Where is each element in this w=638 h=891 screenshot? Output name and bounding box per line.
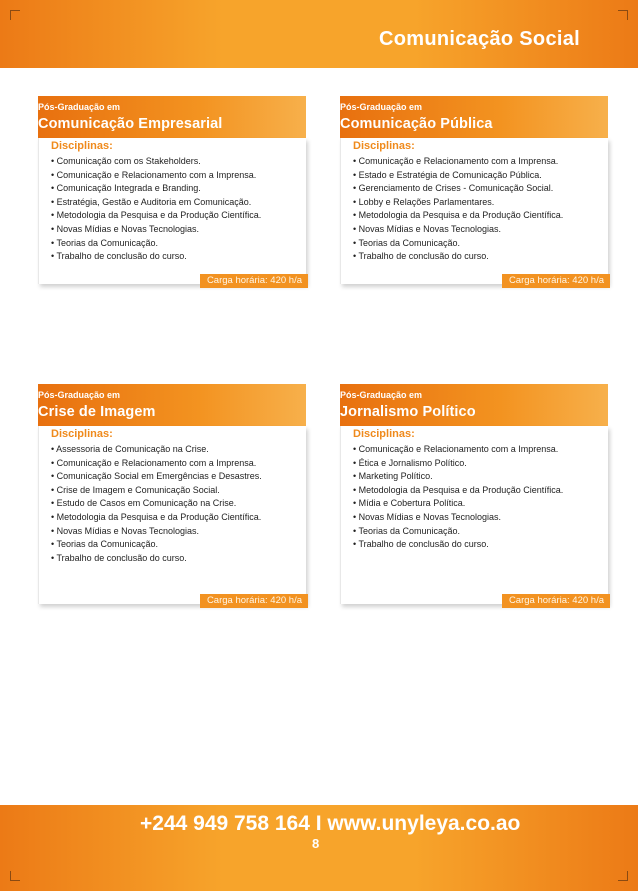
list-item: • Novas Mídias e Novas Tecnologias.: [353, 223, 600, 237]
list-item: • Trabalho de conclusão do curso.: [51, 552, 298, 566]
carga-horaria-badge: Carga horária: 420 h/a: [200, 274, 308, 288]
disciplinas-list: [353, 443, 600, 552]
list-item: • Comunicação e Relacionamento com a Imprensa.: [353, 443, 600, 457]
list-item: • Teorias da Comunicação.: [353, 525, 600, 539]
list-item: • Estratégia, Gestão e Auditoria em Comunicação.: [51, 196, 298, 210]
list-item: • Metodologia da Pesquisa e da Produção Científica.: [353, 209, 600, 223]
card-header: [340, 96, 608, 138]
list-item: • Metodologia da Pesquisa e da Produção Científica.: [353, 484, 600, 498]
list-item: • Comunicação com os Stakeholders.: [51, 155, 298, 169]
list-item: • Novas Mídias e Novas Tecnologias.: [51, 525, 298, 539]
card-header: [340, 384, 608, 426]
card-subtitle: Pós-Graduação em: [38, 102, 121, 112]
list-item: • Mídia e Cobertura Política.: [353, 497, 600, 511]
card-body: [38, 426, 306, 604]
card-subtitle: Pós-Graduação em: [38, 390, 121, 400]
crop-mark-bottom-left: [10, 871, 20, 881]
card-header: [38, 384, 306, 426]
page-number: 8: [312, 836, 320, 851]
card-title: Crise de Imagem: [38, 404, 156, 420]
list-item: • Teorias da Comunicação.: [353, 237, 600, 251]
list-item: • Ética e Jornalismo Político.: [353, 457, 600, 471]
disciplinas-list: [51, 443, 298, 565]
list-item: • Lobby e Relações Parlamentares.: [353, 196, 600, 210]
list-item: • Trabalho de conclusão do curso.: [51, 250, 298, 264]
card-subtitle: Pós-Graduação em: [340, 102, 423, 112]
list-item: • Comunicação e Relacionamento com a Imprensa.: [353, 155, 600, 169]
course-card-crise-de-imagem: [38, 384, 306, 604]
card-title: Jornalismo Político: [340, 404, 476, 420]
card-title: Comunicação Pública: [340, 116, 493, 132]
disciplinas-label: Disciplinas:: [51, 428, 113, 440]
carga-horaria-badge: Carga horária: 420 h/a: [200, 594, 308, 608]
card-body: [38, 138, 306, 284]
disciplinas-list: [353, 155, 600, 264]
disciplinas-label: Disciplinas:: [51, 140, 113, 152]
list-item: • Comunicação Social em Emergências e Desastres.: [51, 470, 298, 484]
list-item: • Teorias da Comunicação.: [51, 538, 298, 552]
card-subtitle: Pós-Graduação em: [340, 390, 423, 400]
course-card-comunicacao-empresarial: [38, 96, 306, 284]
list-item: • Comunicação e Relacionamento com a Imprensa.: [51, 169, 298, 183]
list-item: • Gerenciamento de Crises - Comunicação Social.: [353, 182, 600, 196]
list-item: • Estudo de Casos em Comunicação na Crise.: [51, 497, 298, 511]
list-item: • Novas Mídias e Novas Tecnologias.: [51, 223, 298, 237]
crop-mark-top-right: [618, 10, 628, 20]
list-item: • Trabalho de conclusão do curso.: [353, 538, 600, 552]
list-item: • Marketing Político.: [353, 470, 600, 484]
list-item: • Metodologia da Pesquisa e da Produção Científica.: [51, 209, 298, 223]
course-card-jornalismo-politico: [340, 384, 608, 604]
crop-mark-bottom-right: [618, 871, 628, 881]
list-item: • Comunicação Integrada e Branding.: [51, 182, 298, 196]
footer-contact: +244 949 758 164 I www.unyleya.co.ao: [140, 812, 521, 835]
carga-horaria-badge: Carga horária: 420 h/a: [502, 594, 610, 608]
disciplinas-list: [51, 155, 298, 264]
list-item: • Crise de Imagem e Comunicação Social.: [51, 484, 298, 498]
carga-horaria-badge: Carga horária: 420 h/a: [502, 274, 610, 288]
card-header: [38, 96, 306, 138]
disciplinas-label: Disciplinas:: [353, 140, 415, 152]
list-item: • Comunicação e Relacionamento com a Imprensa.: [51, 457, 298, 471]
list-item: • Novas Mídias e Novas Tecnologias.: [353, 511, 600, 525]
list-item: • Assessoria de Comunicação na Crise.: [51, 443, 298, 457]
list-item: • Metodologia da Pesquisa e da Produção Científica.: [51, 511, 298, 525]
course-card-comunicacao-publica: [340, 96, 608, 284]
card-title: Comunicação Empresarial: [38, 116, 223, 132]
card-body: [340, 426, 608, 604]
crop-mark-top-left: [10, 10, 20, 20]
card-body: [340, 138, 608, 284]
list-item: • Trabalho de conclusão do curso.: [353, 250, 600, 264]
page-title: Comunicação Social: [378, 28, 580, 50]
list-item: • Teorias da Comunicação.: [51, 237, 298, 251]
list-item: • Estado e Estratégia de Comunicação Pública.: [353, 169, 600, 183]
disciplinas-label: Disciplinas:: [353, 428, 415, 440]
